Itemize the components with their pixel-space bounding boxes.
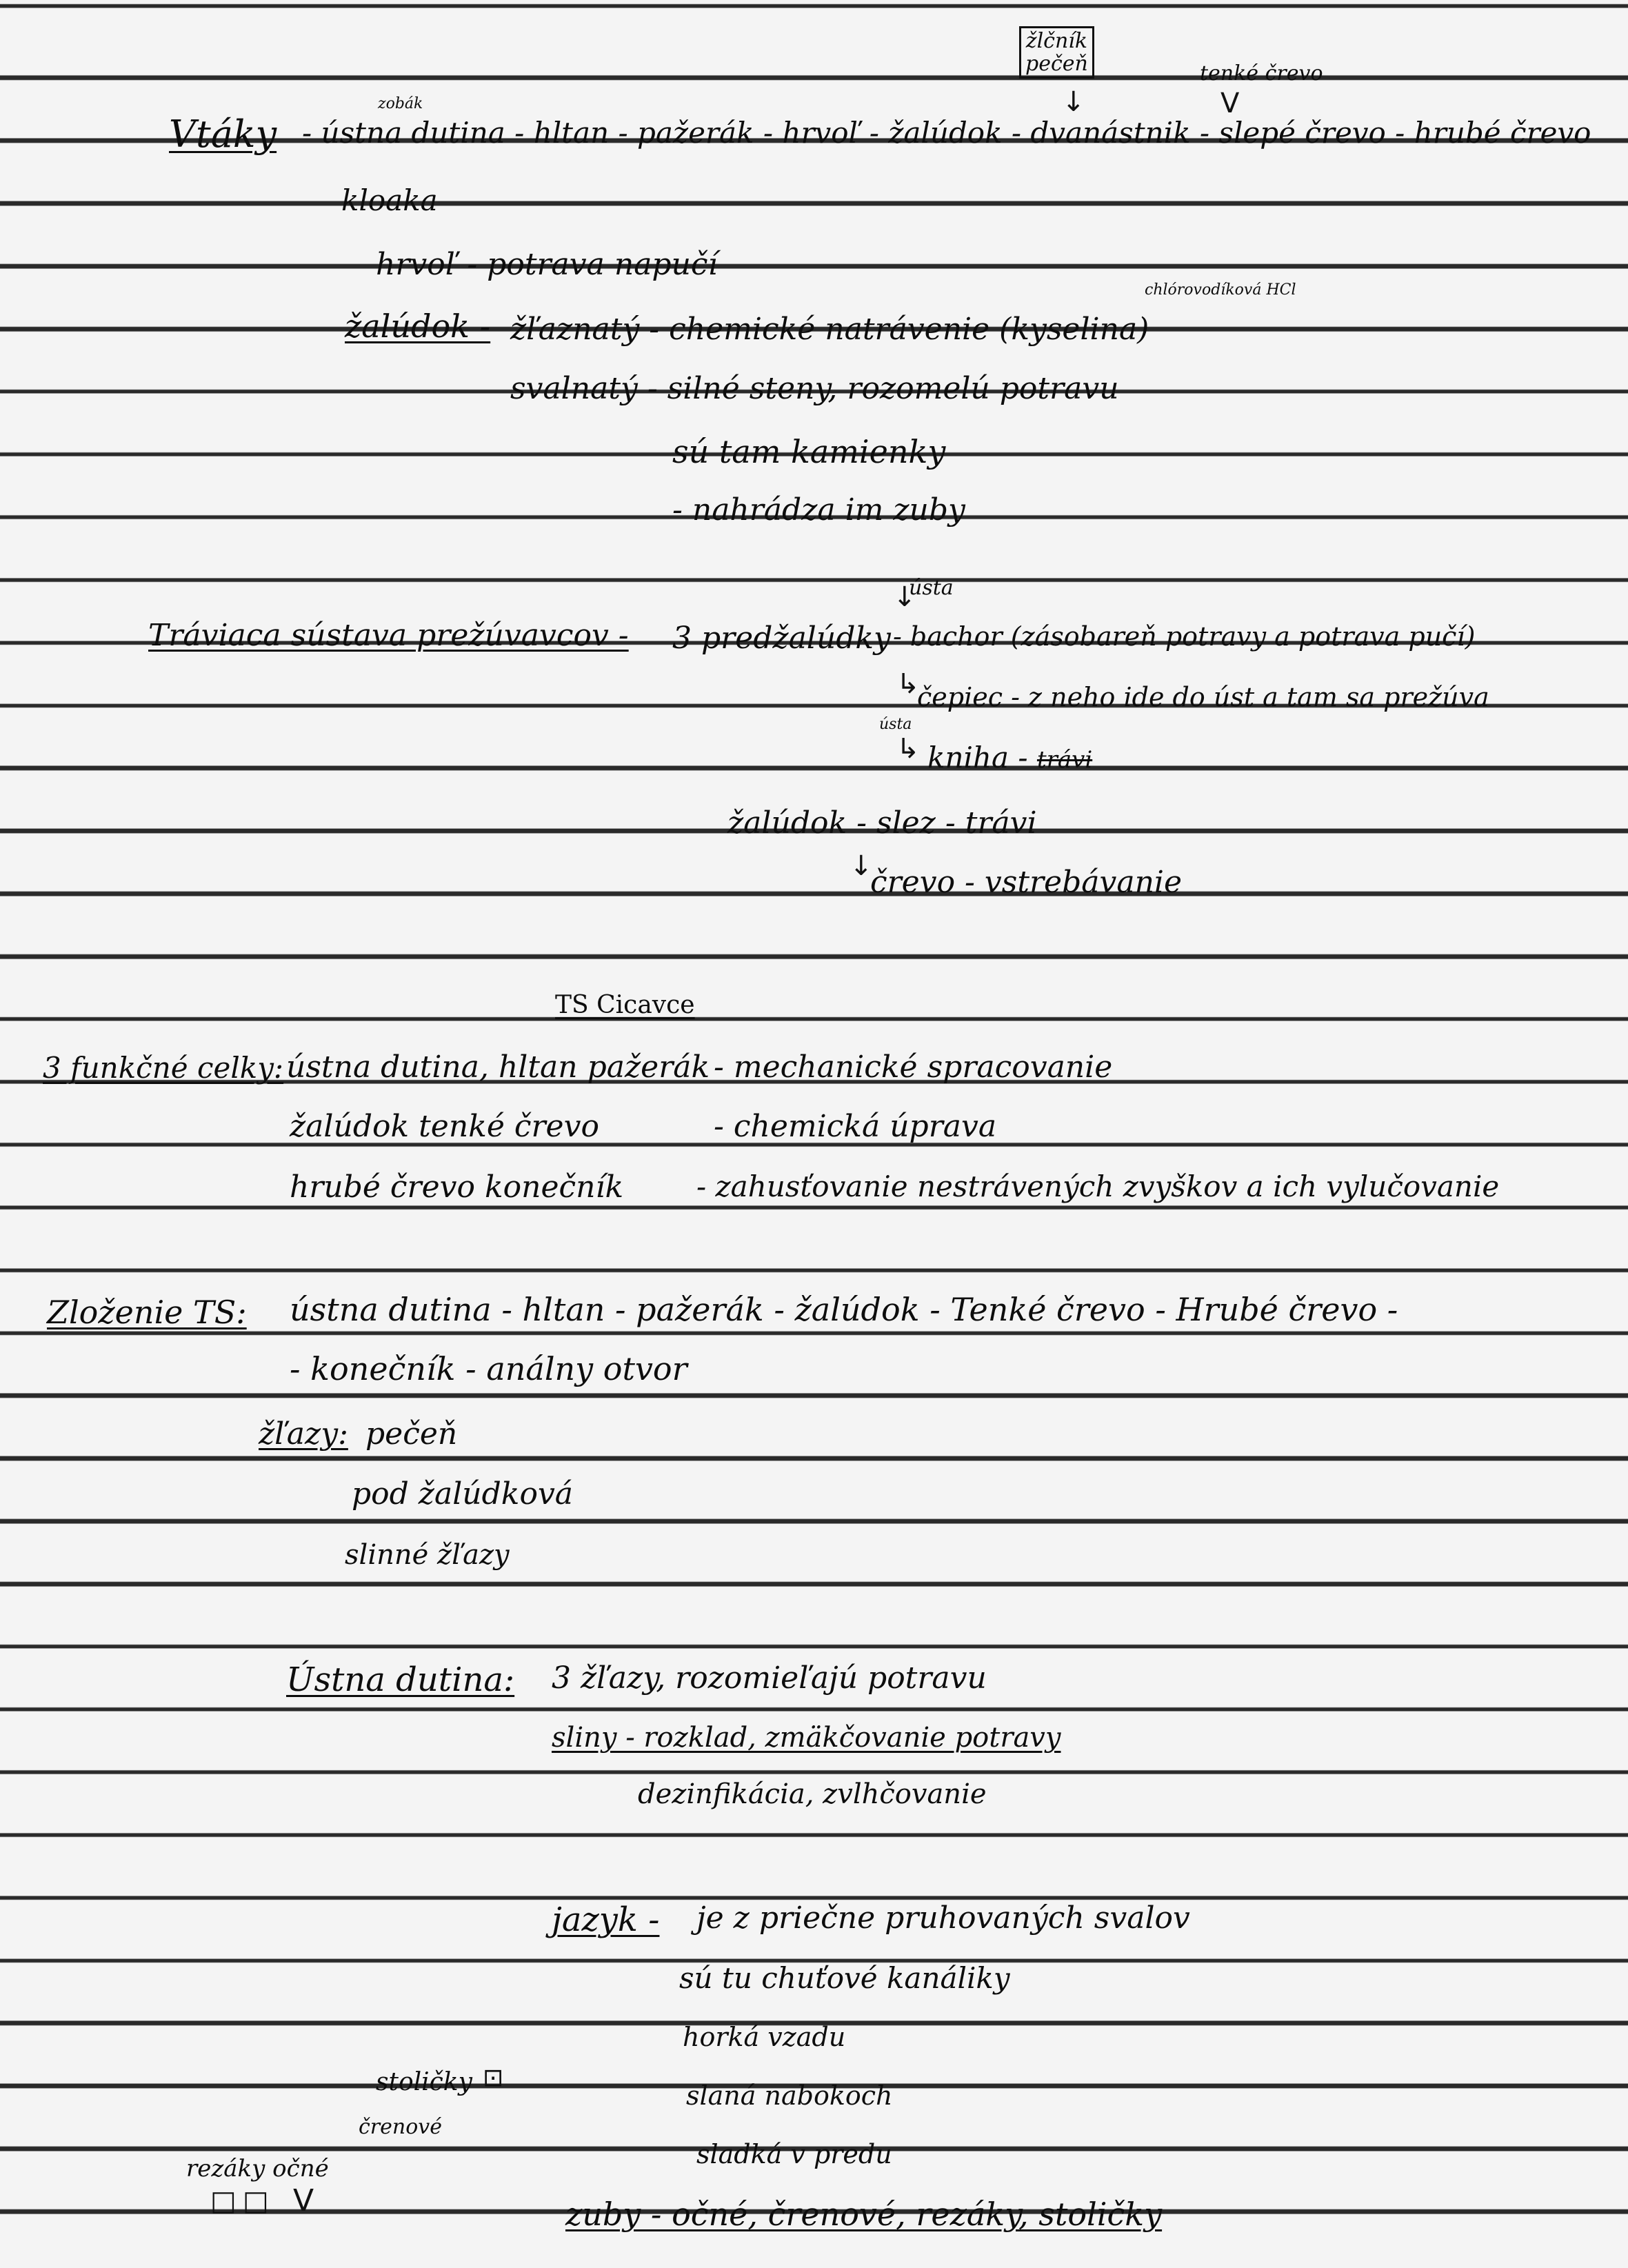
usta-small-note: ústa [879,716,912,733]
jazyk-heading: jazyk - [552,1900,660,1939]
bachor-line: - bachor (zásobareň potravy a potrava pučí) [893,621,1476,652]
tooth-icon: □ [210,2185,237,2217]
dezinfikacia-line: dezinfikácia, zvlhčovanie [638,1778,987,1810]
zlazy-label: žľazy: [259,1416,348,1452]
stolicky-note: stoličky [376,2068,472,2096]
pecen-label: pečeň [1025,52,1088,76]
zlozenie-chain-2: - konečník - análny otvor [290,1350,687,1387]
zlaznaty-line: žľaznatý - chemické natrávenie (kyselina) [510,312,1149,347]
jazyk-line5: sladká v predu [696,2139,892,2169]
zlcnik-label: žlčník [1025,29,1088,53]
tooth-icon: □ [243,2185,269,2217]
rezaky-ocne-note: rezáky očné [186,2155,329,2182]
vtaky-chain: - ústna dutina - hltan - pažerák - hrvoľ - žalúdok - dvanástnik - slepé črevo - hrubé črevo [302,116,1591,150]
kamienky-line: sú tam kamienky [672,433,946,470]
jazyk-line2: sú tu chuťové kanáliky [679,1961,1010,1995]
zlozenie-heading: Zloženie TS: [47,1294,247,1331]
zlcnik-box [1019,26,1094,79]
celky-row3-right: - zahusťovanie nestrávených zvyškov a ich vylučovanie [696,1170,1500,1203]
jazyk-line3: horká vzadu [683,2022,846,2052]
predzaludky: 3 predžalúdky [672,621,891,656]
kniha-label: kniha - [927,741,1028,774]
insert-caret-icon: V [1220,88,1240,119]
kloaka: kloaka [341,183,438,217]
tooth-icon: ⊡ [483,2064,504,2092]
prezuvavce-heading: Tráviaca sústava prežúvavcov - [148,618,629,653]
cicavce-heading: TS Cicavce [555,991,695,1019]
vtaky-heading: Vtáky [169,112,277,156]
kniha-strikethrough: trávi [1036,746,1093,774]
hrvol-line: hrvoľ - potrava napučí [376,247,718,282]
svalnaty-line: svalnatý - silné steny, rozomelú potravu [510,371,1119,406]
sliny-line: sliny - rozklad, zmäkčovanie potravy [552,1722,1061,1754]
ustna-heading: Ústna dutina: [286,1660,515,1699]
zlaza-podzaludkova: pod žalúdková [352,1476,574,1512]
ustna-line1: 3 žľazy, rozomieľajú potravu [552,1660,987,1696]
tenke-crevo-note: tenké črevo [1200,61,1323,86]
curved-arrow-icon: ↳ [896,733,920,765]
celky-row3-left: hrubé črevo konečník [290,1170,624,1205]
arrow-down-icon: ↓ [893,581,916,613]
slez-line: žalúdok - slez - trávi [727,805,1037,841]
celky-row1-left: ústna dutina, hltan pažerák [286,1050,710,1085]
zlaza-slinne: slinné žľazy [345,1539,510,1571]
zuby-summary: zuby - očné, črenové, rezáky, stoličky [565,2196,1163,2233]
jazyk-line4: slaná nabokoch [686,2080,893,2111]
cepiec-line: čepiec - z neho ide do úst a tam sa prežúva [917,682,1489,712]
usta-note: ústa [909,576,954,600]
zoban-note: zobák [378,95,423,112]
celky-row1-right: - mechanické spracovanie [714,1050,1113,1085]
celky-row2-right: - chemická úprava [714,1109,997,1144]
crevo-line: črevo - vstrebávanie [870,865,1183,900]
zlozenie-chain-1: ústna dutina - hltan - pažerák - žalúdok - Tenké črevo - Hrubé črevo - [290,1291,1398,1328]
arrow-down-icon: ↓ [850,850,873,882]
nahradza-line: - nahrádza im zuby [672,492,965,528]
arrow-down-icon: ↓ [1062,86,1085,118]
curved-arrow-icon: ↳ [896,668,920,700]
zaludok-label: žalúdok - [345,308,491,345]
zlaza-pecen: pečeň [365,1416,458,1452]
kniha-line [927,743,1092,772]
hcl-note: chlórovodíková HCl [1145,281,1296,299]
tooth-icon: V [293,2183,314,2218]
jazyk-line1: je z priečne pruhovaných svalov [696,1900,1190,1936]
crenove-note: črenové [359,2115,442,2139]
funkcne-celky-label: 3 funkčné celky: [43,1051,284,1085]
celky-row2-left: žalúdok tenké črevo [290,1109,599,1144]
